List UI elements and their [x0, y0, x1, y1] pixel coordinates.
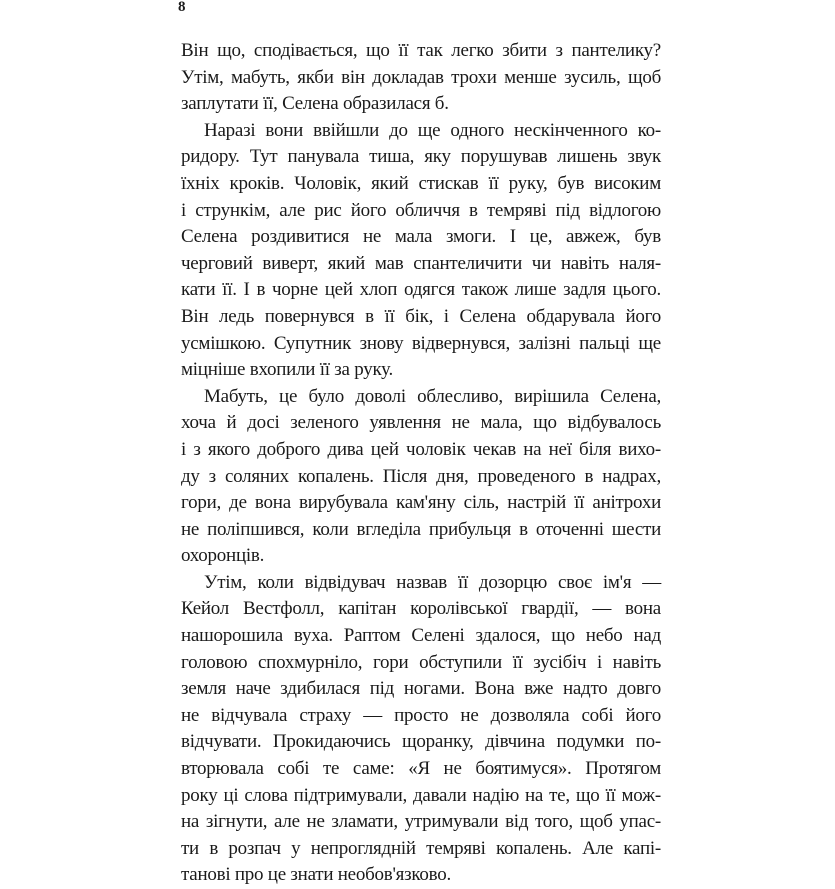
- text-line: не відчувала страху — просто не дозволяла собі його: [181, 704, 661, 726]
- text-line: їхніх кроків. Чоловік, який стискав її руку, був високим: [181, 172, 661, 194]
- page-body: [181, 38, 661, 889]
- text-line: танові про це знати необов'язково.: [181, 864, 452, 886]
- text-line: хоча й досі зеленого уявлення не мала, що відбувалось: [181, 412, 661, 434]
- text-line: і з якого доброго дива цей чоловік чекав на неї біля вихо-: [181, 438, 661, 460]
- text-line: ду з соляних копалень. Після дня, проведеного в надрах,: [181, 465, 661, 487]
- text-line: не поліпшився, коли вгледіла прибульця в оточенні шести: [181, 518, 661, 540]
- text-line: черговий виверт, який мав спантеличити чи навіть наля-: [181, 252, 661, 274]
- text-line: кати її. І в чорне цей хлоп одягся також лише задля цього.: [181, 279, 661, 301]
- text-line: Селена роздивитися не мала змоги. І це, авжеж, був: [181, 226, 661, 248]
- page-number: 8: [178, 0, 186, 15]
- text-line: міцніше вхопили її за руку.: [181, 359, 394, 381]
- text-line: Наразі вони ввійшли до ще одного нескінченного ко-: [204, 119, 661, 141]
- text-line: заплутати її, Селена образилася б.: [181, 93, 449, 115]
- text-line: головою спохмурніло, гори обступили її зусібіч і навіть: [181, 651, 661, 673]
- text-line: гори, де вона вирубувала кам'яну сіль, настрій її анітрохи: [181, 492, 661, 514]
- text-line: і стрункім, але рис його обличчя в темряві під відлогою: [181, 199, 661, 221]
- text-line: нашорошила вуха. Раптом Селені здалося, що небо над: [181, 625, 661, 647]
- text-line: земля наче здибилася під ногами. Вона вже надто довго: [181, 678, 661, 700]
- text-line: року ці слова підтримували, давали надію на те, що її мож-: [181, 784, 661, 806]
- text-line: вторювала собі те саме: «Я не боятимуся». Протягом: [181, 758, 661, 780]
- text-line: Він ледь повернувся в її бік, і Селена обдарувала його: [181, 305, 661, 327]
- text-line: Мабуть, це було доволі облесливо, вирішила Селена,: [204, 385, 661, 407]
- text-line: охоронців.: [181, 545, 265, 567]
- text-line: Утім, мабуть, якби він докладав трохи менше зусиль, щоб: [181, 66, 661, 88]
- text-line: ти в розпач у непроглядній темряві копалень. Але капі-: [181, 837, 661, 859]
- text-line: усмішкою. Супутник знову відвернувся, залізні пальці ще: [181, 332, 661, 354]
- text-line: ридору. Тут панувала тиша, яку порушував лишень звук: [181, 146, 661, 168]
- text-line: Він що, сподівається, що її так легко збити з пантелику?: [181, 40, 661, 61]
- text-line: Утім, коли відвідувач назвав її дозорцю своє ім'я —: [204, 571, 661, 593]
- text-line: на зігнути, але не зламати, утримували від того, щоб упас-: [181, 811, 661, 833]
- text-line: Кейол Вестфолл, капітан королівської гвардії, — вона: [181, 598, 661, 620]
- text-line: відчувати. Прокидаючись щоранку, дівчина подумки по-: [181, 731, 661, 753]
